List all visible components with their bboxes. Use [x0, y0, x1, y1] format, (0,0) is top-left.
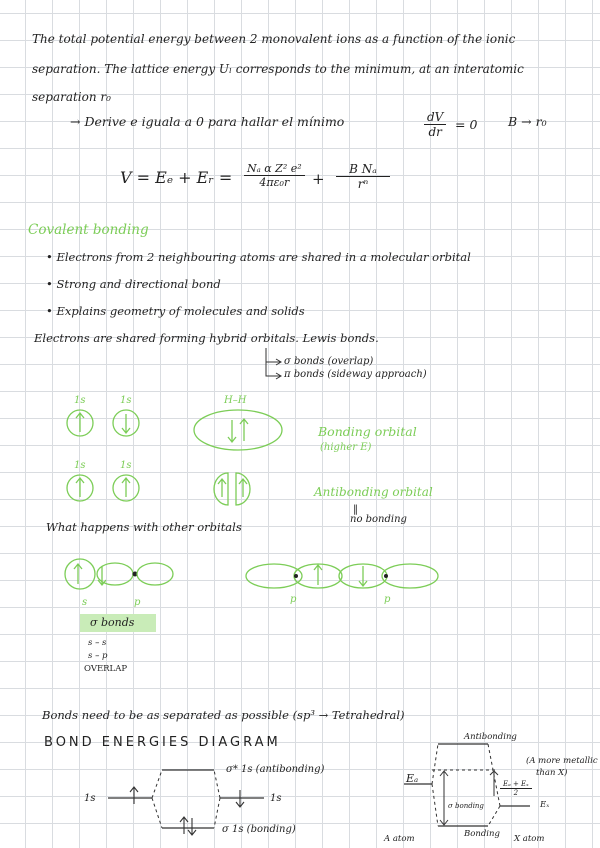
metallic-note-2: than X) — [536, 768, 568, 778]
bullet-1: • Electrons from 2 neighbouring atoms are shared in a molecular orbital — [46, 250, 471, 264]
left-connectors — [152, 770, 162, 828]
left-1s-spin — [130, 787, 138, 804]
coulomb-numerator: Nₐ α Z² e² — [244, 162, 305, 176]
pi-bonds-note: π bonds (sideway approach) — [284, 369, 427, 380]
spin-up-arrow-2 — [76, 478, 84, 497]
intro-line-3: separation r₀ — [32, 90, 111, 104]
half-sum-denominator: 2 — [513, 789, 519, 797]
pp-node-1 — [294, 574, 298, 578]
label-1s-d: 1s — [120, 460, 132, 471]
antibonding-left-half — [214, 473, 228, 505]
s-orbital-circle — [65, 559, 95, 589]
other-orbitals-question: What happens with other orbitals — [46, 520, 242, 534]
derivative-numerator: dV — [424, 110, 446, 125]
ab-left-connectors — [432, 744, 438, 826]
pp-node-2 — [384, 574, 388, 578]
hh-spin-down — [228, 420, 236, 442]
sigma-bonds-note: σ bonds (overlap) — [284, 356, 374, 367]
label-p: p — [134, 597, 141, 608]
diagram-bonding-label: σ 1s (bonding) — [222, 824, 296, 835]
sigma-bonding-small: σ bonding — [448, 802, 484, 810]
b-arrow-r0: B → r₀ — [508, 114, 547, 129]
right-antibonding-label: Antibonding — [464, 732, 517, 742]
s-spin-up — [74, 564, 82, 584]
spin-up-arrow — [76, 413, 84, 432]
bonding-orbital-ellipse — [194, 410, 282, 450]
spin-down-arrow — [122, 414, 130, 433]
diagram-right-1s: 1s — [270, 793, 282, 804]
bond-energies-title: BOND ENERGIES DIAGRAM — [44, 735, 281, 750]
right-connectors — [214, 770, 220, 828]
ea-label: Eₐ — [406, 772, 419, 785]
bullet-3: • Explains geometry of molecules and solids — [46, 304, 305, 318]
sigma-bonds-label: σ bonds — [90, 616, 135, 629]
antibonding-spin-right — [239, 479, 247, 497]
bonding-pair-spins — [180, 817, 196, 835]
metallic-note-1: (A more metallic — [526, 756, 598, 766]
ex-label: Eₓ — [540, 800, 550, 810]
label-1s-a: 1s — [74, 395, 86, 406]
antibonding-spin-left — [218, 479, 226, 497]
hh-spin-up — [240, 419, 248, 441]
bullet-2: • Strong and directional bond — [46, 277, 221, 291]
branch-arrow — [266, 348, 280, 376]
overlap-s-s: s – s — [88, 638, 107, 648]
half-sum-fraction — [500, 780, 532, 797]
coulomb-denominator: 4πε₀r — [259, 176, 290, 189]
overlap-s-p: s – p — [88, 651, 108, 661]
pp-spin-up — [314, 565, 322, 585]
x-atom-label: X atom — [514, 834, 545, 844]
derive-instruction: → Derive e iguala a 0 para hallar el mínimo — [70, 114, 345, 129]
half-sum-arrow — [490, 771, 498, 796]
spin-up-arrow-3 — [122, 478, 130, 497]
label-1s-b: 1s — [120, 395, 132, 406]
label-s: s — [82, 597, 88, 608]
intro-line-2: separation. The lattice energy Uₗ corresponds to the minimum, at an interatomic — [32, 62, 524, 76]
pp-lobe-4 — [382, 564, 438, 588]
repulsion-numerator: B Nₐ — [336, 162, 390, 177]
label-p2: p — [290, 594, 297, 605]
p-lobe-right — [137, 563, 173, 585]
potential-plus: + — [312, 170, 325, 188]
potential-lhs: V = Eₑ + Eᵣ = — [120, 168, 233, 187]
repulsion-denominator: rⁿ — [357, 177, 369, 191]
sigma-bonding-arrow — [440, 771, 448, 825]
overlap-label: OVERLAP — [84, 664, 128, 674]
derivative-denominator: dr — [428, 125, 442, 139]
diagram-antibonding-label: σ* 1s (antibonding) — [226, 764, 325, 775]
antibonding-orbital-label: Antibonding orbital — [314, 485, 433, 499]
label-p3: p — [384, 594, 391, 605]
label-hh: H–H — [224, 395, 247, 406]
bonding-bottom-label: Bonding — [464, 829, 500, 839]
shared-electrons-line: Electrons are shared forming hybrid orbitals. Lewis bonds. — [34, 331, 379, 345]
covalent-heading: Covalent bonding — [28, 222, 149, 238]
bonding-orbital-note: (higher E) — [320, 442, 372, 453]
diagram-left-1s: 1s — [84, 793, 96, 804]
intro-line-1: The total potential energy between 2 monovalent ions as a function of the ionic — [32, 32, 516, 46]
bonds-separated-line: Bonds need to be as separated as possible (sp³ → Tetrahedral) — [42, 708, 405, 722]
half-sum-numerator: Eₐ + Eₓ — [500, 780, 532, 789]
pp-spin-down — [359, 566, 367, 586]
a-atom-label: A atom — [384, 834, 415, 844]
no-bonding-label: no bonding — [350, 514, 407, 525]
derivative-equals-zero: = 0 — [455, 117, 478, 132]
equals-sign: ‖ — [353, 504, 358, 515]
label-1s-c: 1s — [74, 460, 86, 471]
bonding-orbital-label: Bonding orbital — [318, 424, 417, 439]
